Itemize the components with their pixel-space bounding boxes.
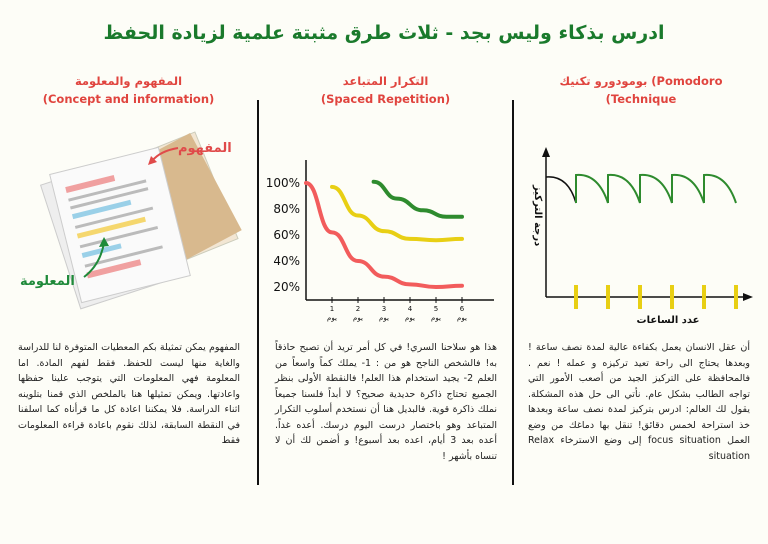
sr-series-line-1 — [306, 183, 462, 287]
sr-x-tick-unit: يوم — [405, 314, 415, 322]
heading-spaced-en: (Spaced Repetition) — [320, 92, 451, 106]
body-spaced: هذا هو سلاحنا السري! في كل أمر تريد أن تصبح حاذقاً به! فالشخص الناجح هو من : 1- يملك كماً واسعاً من العلم 2- يجيد استخدام هذا العلم! فالنقطة الأولى بنظر الجميع تحتاج ذاكرة حديدية صحيح؟ لا أبداً فلسنا جميعاً نملك ذاكرة قوية. فالبديل هنا أن نستخدم أسلوب التكرار المتباعد وهو باختصار درست اليوم درسك. أعده غداً. أعده بعد 3 أيام، اعده بعد أسبوع! و أضمن لك أن لا تنساه بأشهر ! — [275, 342, 498, 462]
sr-y-tick-label: 20% — [273, 280, 300, 294]
pomo-x-axis-label: عدد الساعات — [636, 315, 700, 326]
sr-y-tick-label: 100% — [265, 176, 300, 190]
sr-x-tick-number: 4 — [407, 305, 413, 313]
sr-x-tick-unit: يوم — [457, 314, 467, 322]
column-divider-right — [512, 100, 514, 485]
heading-spaced — [259, 72, 512, 108]
pomodoro-chart — [518, 145, 768, 335]
sr-y-tick-label: 40% — [273, 254, 300, 268]
sr-x-tick-number: 2 — [355, 305, 361, 313]
sr-y-tick-label: 80% — [273, 202, 300, 216]
pomo-y-axis-label: درجة التركيز — [532, 185, 543, 247]
sr-series-line-2 — [332, 187, 462, 240]
heading-concept-ar: المفهوم والمعلومة — [74, 74, 183, 88]
page-title: ادرس بذكاء وليس بجد - ثلاث طرق مثبتة علمية لزيادة الحفظ — [103, 22, 665, 44]
sr-x-tick-number: 3 — [381, 305, 387, 313]
sr-series-line-3 — [374, 182, 462, 217]
sr-x-tick-unit: يوم — [379, 314, 389, 322]
heading-pomodoro-ar: بومودورو تكنيك (Pomodoro — [559, 74, 723, 88]
sr-y-tick-label: 60% — [273, 228, 300, 242]
pomo-focus-curve — [704, 175, 736, 203]
sr-x-tick-number: 6 — [459, 305, 465, 313]
sr-x-tick-unit: يوم — [431, 314, 441, 322]
pomo-x-arrow-icon — [743, 293, 753, 301]
pomo-focus-curve — [608, 175, 640, 203]
body-concept: المفهوم يمكن تمثيلة بكم المعطيات المتوفرة لنا للدراسة والغاية منها ليست للحفظ. فقط لفهم المادة. اما المعلومة فهي المعلومات التي يتوجب علينا حفظها واعادتها. ويمكن تمثيلها هنا بالملخص الذي قمنا بتلوينه اثناء الدراسة. فلا يمكننا اعادة كل ما قرأناه كما اسلفنا في النقطة السابقة، لذلك نقوم باعادة قراءة المعلومات فقط — [18, 342, 240, 446]
sr-x-tick-number: 1 — [329, 305, 335, 313]
heading-concept-en: (Concept and information) — [42, 92, 215, 106]
label-information: المعلومة — [20, 274, 75, 289]
heading-spaced-ar: التكرار المتباعد — [342, 74, 429, 88]
heading-concept — [0, 72, 257, 108]
sr-x-tick-unit: يوم — [353, 314, 363, 322]
spaced-repetition-chart — [262, 140, 502, 330]
pomo-initial-curve — [546, 177, 576, 203]
heading-pomodoro-en: (Technique — [605, 92, 677, 106]
body-pomodoro: أن عقل الانسان يعمل بكفاءة عالية لمدة نصف ساعة ! وبعدها يحتاج الى راحة تعيد تركيزه و عمله ! نعم . فالمحافظة على التركيز الجيد من أصعب الأمور التي تواجه الطالب بشكل عام. نأتي الى حل هذه المشكلة. يقول لك العالم: ادرس بتركيز لمدة نصف ساعة وبعدها خذ استراحة لخمس دقائق! تنقل بها دماغك من وضع العمل focus situation إلى وضع الاسترخاء Relax situation — [528, 342, 750, 462]
pomo-y-arrow-icon — [542, 147, 550, 157]
sr-x-tick-number: 5 — [433, 305, 439, 313]
pomo-focus-curve — [576, 175, 608, 203]
pomo-focus-curve — [672, 175, 704, 203]
sr-x-tick-unit: يوم — [327, 314, 337, 322]
pomo-focus-curve — [640, 175, 672, 203]
documents-illustration — [0, 115, 257, 345]
column-divider-left — [257, 100, 259, 485]
label-concept: المفهوم — [178, 141, 232, 156]
heading-pomodoro — [514, 72, 768, 108]
